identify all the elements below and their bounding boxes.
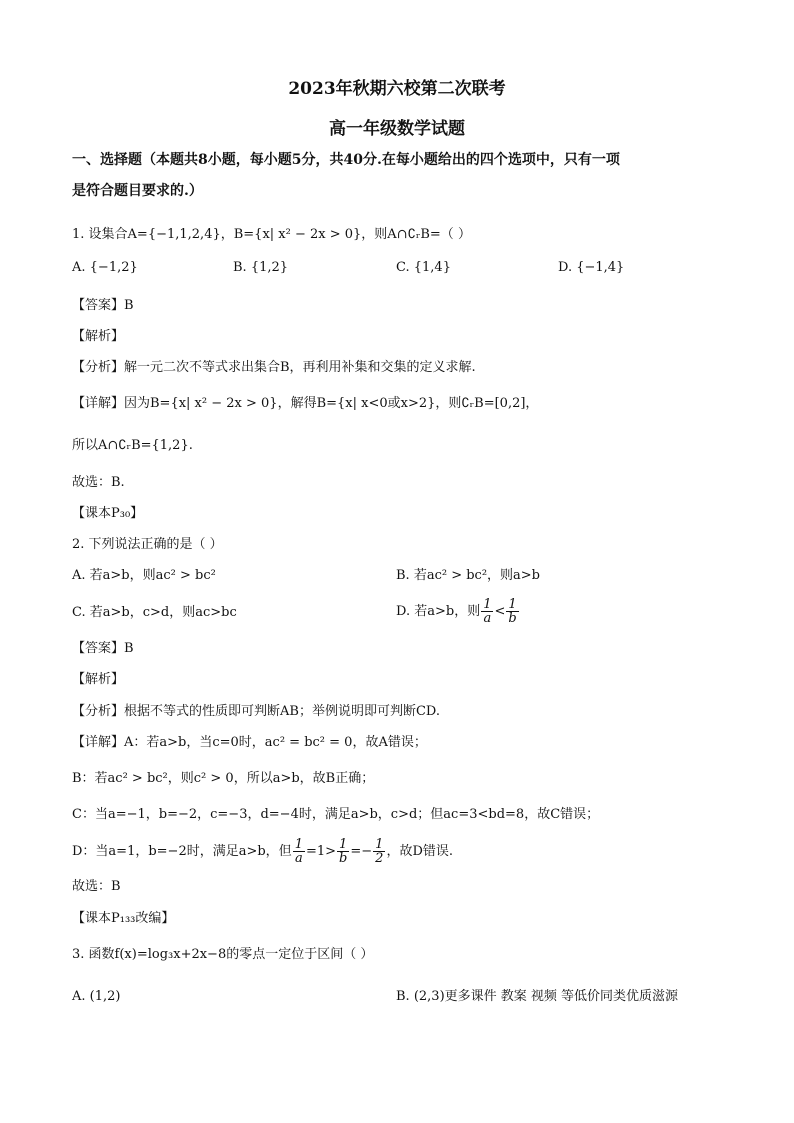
q1-analysis: 【分析】解一元二次不等式求出集合B，再利用补集和交集的定义求解. bbox=[72, 360, 476, 375]
q2-option-c: C. 若a>b，c>d，则ac>bc bbox=[72, 605, 237, 620]
q2-detail-c: C：当a=−1，b=−2，c=−3，d=−4时，满足a>b，c>d；但ac=3<bd=8，故C错误； bbox=[72, 807, 600, 822]
q2-option-d bbox=[396, 598, 520, 625]
q1-option-a: A. {−1,2} bbox=[72, 260, 138, 275]
frac-denominator: b bbox=[508, 611, 517, 626]
frac-denominator: 2 bbox=[375, 851, 384, 866]
frac-denominator: a bbox=[483, 611, 492, 626]
q2-detail-d-suffix: ，故D错误. bbox=[386, 844, 453, 859]
frac-numerator: 1 bbox=[506, 598, 518, 612]
q2-detail-d-prefix: D：当a=1，b=−2时，满足a>b，但 bbox=[72, 844, 292, 859]
q3-option-a: A. (1,2) bbox=[72, 989, 121, 1004]
q2-option-b: B. 若ac² > bc²，则a>b bbox=[396, 568, 540, 583]
frac-numerator: 1 bbox=[294, 837, 303, 852]
exam-subtitle: 高一年级数学试题 bbox=[329, 119, 465, 139]
q3-option-b: B. (2,3)更多课件 教案 视频 等低价同类优质滋源 bbox=[396, 989, 679, 1004]
section-heading-line1: 一、选择题（本题共8小题，每小题5分，共40分.在每小题给出的四个选项中，只有一项 bbox=[72, 152, 620, 168]
q2-detail-d-eq: =− bbox=[350, 844, 373, 859]
q2-source: 【课本P₁₃₃改编】 bbox=[72, 911, 175, 926]
q2-detail-d-frac-1 bbox=[293, 838, 305, 865]
q2-option-d-frac-2 bbox=[506, 598, 518, 625]
frac-denominator: b bbox=[339, 851, 348, 866]
exam-title: 2023年秋期六校第二次联考 bbox=[288, 79, 506, 99]
q2-stem: 2. 下列说法正确的是（ ） bbox=[72, 537, 223, 552]
q2-option-d-prefix: D. 若a>b，则 bbox=[396, 604, 481, 619]
q1-answer: 【答案】B bbox=[72, 298, 134, 313]
q1-detail-1: 【详解】因为B={x| x² − 2x > 0}，解得B={x| x<0或x>2}，则∁ᵣB=[0,2]， bbox=[72, 396, 539, 411]
q2-detail-d-mid: =1> bbox=[305, 844, 337, 859]
q1-detail-2: 所以A∩∁ᵣB={1,2}. bbox=[72, 438, 193, 453]
frac-numerator: 1 bbox=[483, 597, 492, 612]
q1-option-b: B. {1,2} bbox=[233, 260, 289, 275]
q2-choose: 故选：B bbox=[72, 879, 121, 894]
q2-detail-d bbox=[72, 838, 722, 865]
section-heading-line2: 是符合题目要求的.） bbox=[72, 183, 203, 199]
q1-source: 【课本P₃₀】 bbox=[72, 506, 144, 521]
frac-numerator: 1 bbox=[375, 837, 384, 852]
q2-answer: 【答案】B bbox=[72, 641, 134, 656]
frac-numerator: 1 bbox=[337, 838, 349, 852]
q1-stem: 1. 设集合A={−1,1,2,4}，B={x| x² − 2x > 0}，则A∩∁ᵣB=（ ） bbox=[72, 227, 471, 242]
q2-detail-d-frac-2 bbox=[337, 838, 349, 865]
q2-option-d-op: < bbox=[494, 604, 506, 619]
q2-analysis-label: 【解析】 bbox=[72, 672, 125, 687]
q2-detail-b: B：若ac² > bc²，则c² > 0，所以a>b，故B正确； bbox=[72, 771, 375, 786]
q1-analysis-label: 【解析】 bbox=[72, 329, 125, 344]
q1-option-c: C. {1,4} bbox=[396, 260, 451, 275]
q3-stem: 3. 函数f(x)=log₃x+2x−8的零点一定位于区间（ ） bbox=[72, 947, 374, 962]
frac-denominator: a bbox=[294, 851, 303, 866]
q2-analysis: 【分析】根据不等式的性质即可判断AB；举例说明即可判断CD. bbox=[72, 704, 440, 719]
q2-option-a: A. 若a>b，则ac² > bc² bbox=[72, 568, 216, 583]
q2-option-d-frac-1 bbox=[481, 598, 493, 625]
q1-choose: 故选：B. bbox=[72, 475, 125, 490]
q1-option-d: D. {−1,4} bbox=[558, 260, 625, 275]
q2-detail-d-frac-3 bbox=[373, 838, 385, 865]
q2-detail-a: 【详解】A：若a>b，当c=0时，ac² = bc² = 0，故A错误； bbox=[72, 735, 427, 750]
